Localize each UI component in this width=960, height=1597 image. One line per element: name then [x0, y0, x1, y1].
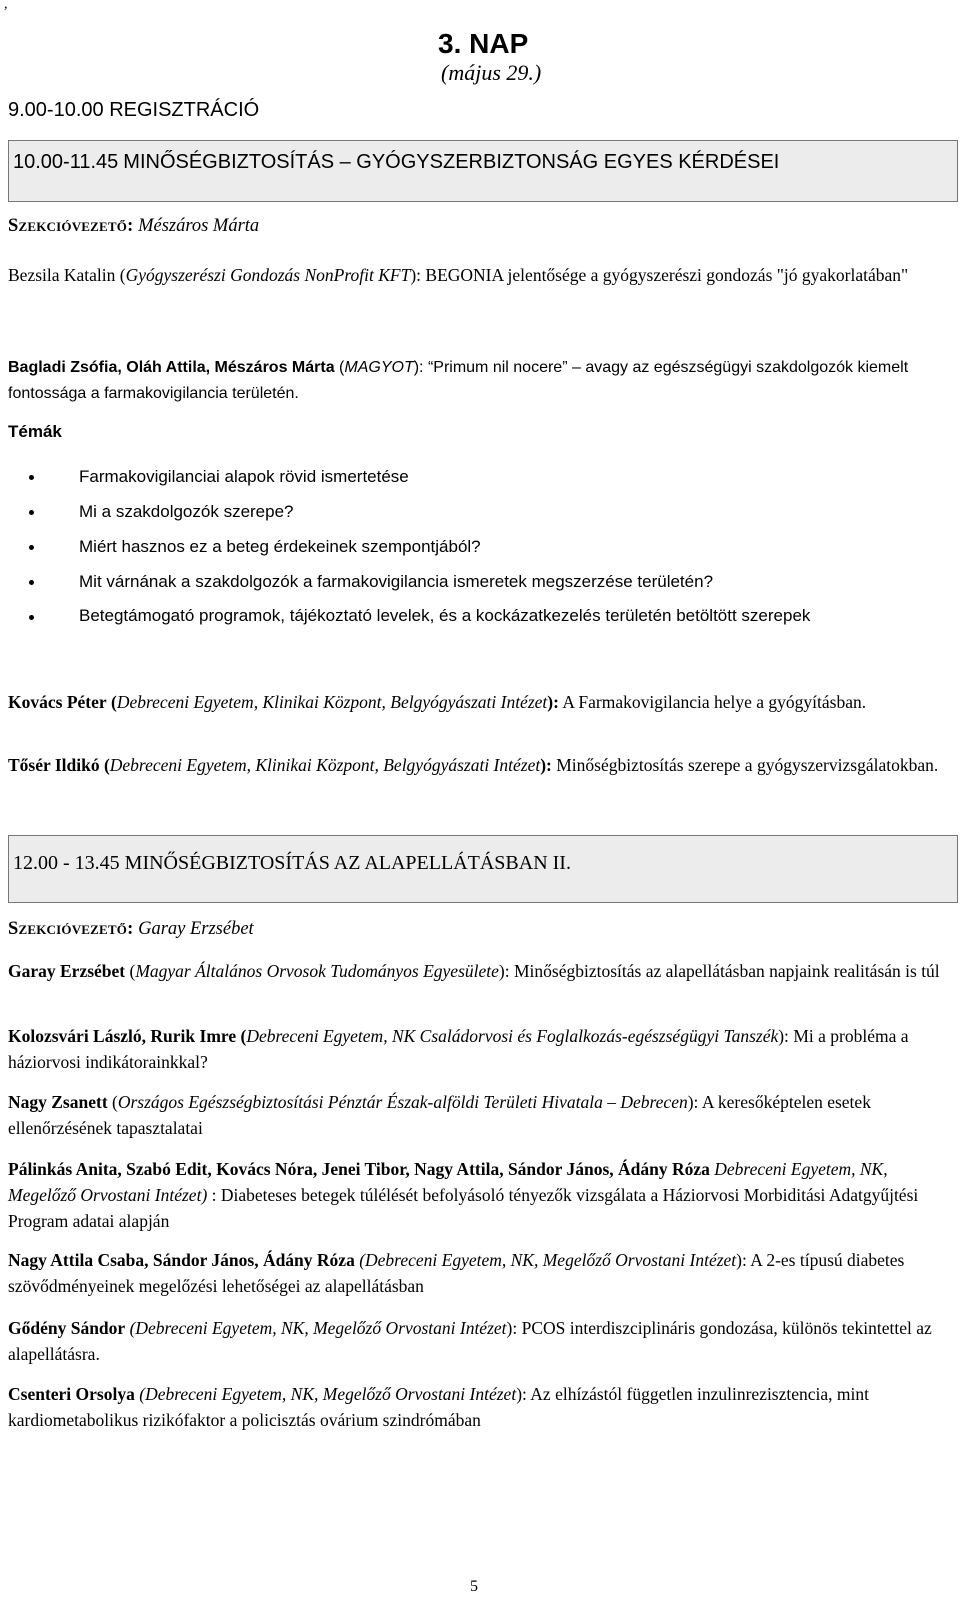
session-2-header: [8, 835, 958, 903]
talk-authors: Gődény Sándor: [8, 1318, 126, 1338]
talk-affiliation: Országos Egészségbiztosítási Pénztár Észak-alföldi Területi Hivatala – Debrecen: [117, 1092, 688, 1112]
list-item: Miért hasznos ez a beteg érdekeinek szempontjából?: [8, 534, 953, 560]
talk-authors: Bezsila Katalin: [8, 265, 116, 285]
talk-authors: Tősér Ildikó: [8, 755, 100, 775]
talk-entry: Garay Erzsébet (Magyar Általános Orvosok Tudományos Egyesülete): Minőségbiztosítás az alapellátásban napjaink realitásán is túl: [8, 961, 940, 981]
talk-title: A 2-es típusú diabetes szövődményeinek megelőzési lehetőségei az alapellátásban: [8, 1250, 905, 1296]
talk-title: Minőségbiztosítás az alapellátásban napjaink realitásán is túl: [513, 961, 940, 981]
talk-authors: Nagy Zsanett: [8, 1092, 108, 1112]
talk-affiliation: Debreceni Egyetem, Klinikai Központ, Belgyógyászati Intézet: [116, 692, 548, 712]
list-item: Mit várnának a szakdolgozók a farmakovigilancia ismeretek megszerzése területén?: [8, 569, 953, 595]
registration-line: 9.00-10.00 REGISZTRÁCIÓ: [8, 99, 260, 121]
talk-title: Diabeteses betegek túlélését befolyásoló tényezők vizsgálata a Háziorvosi Morbiditási Adatgyűjtési Program adatai alapján: [8, 1185, 919, 1231]
chair-label: Szekcióvezető:: [8, 216, 134, 236]
talk-authors: Kolozsvári László, Rurik Imre: [8, 1026, 237, 1046]
talk-entry: Kovács Péter (Debreceni Egyetem, Klinikai Központ, Belgyógyászati Intézet): A Farmakovigilancia helye a gyógyításban.: [8, 692, 867, 712]
page-number: 5: [470, 1578, 478, 1595]
talk-entry: Pálinkás Anita, Szabó Edit, Kovács Nóra, Jenei Tibor, Nagy Attila, Sándor János, Ádány Róza Debreceni Egyetem, NK, Megelőző Orvostani Intézet) : Diabeteses betegek túlélését befolyásoló tényezők vizsgálata a Háziorvosi Morbiditási Adatgyűjtési Program adatai alapján: [8, 1159, 919, 1231]
talk-authors: Kovács Péter: [8, 692, 107, 712]
session-1-title: MINŐSÉGBIZTOSÍTÁS – GYÓGYSZERBIZTONSÁG EGYES KÉRDÉSEI: [123, 151, 780, 173]
talk-authors: Bagladi Zsófia, Oláh Attila, Mészáros Márta: [8, 359, 335, 376]
talk-affiliation: Debreceni Egyetem, NK, Megelőző Orvostani Intézet: [135, 1318, 507, 1338]
talk-title: A Farmakovigilancia helye a gyógyításban.: [562, 692, 867, 712]
talk-affiliation: Debreceni Egyetem, NK, Megelőző Orvostani Intézet: [8, 1159, 888, 1205]
session-1-header: [8, 140, 958, 202]
talk-authors: Nagy Attila Csaba, Sándor János, Ádány Róza: [8, 1250, 355, 1270]
list-item: Farmakovigilanciai alapok rövid ismertetése: [8, 464, 953, 490]
talk-authors: Csenteri Orsolya: [8, 1384, 135, 1404]
talk-title: Az elhízástól független inzulinrezisztencia, mint kardiometabolikus rizikófaktor a policisztás ovárium szindrómában: [8, 1384, 869, 1430]
session-2-time: 12.00 - 13.45: [13, 852, 120, 874]
chair-name: Mészáros Márta: [138, 216, 260, 236]
talk-affiliation: MAGYOT: [344, 359, 414, 376]
day-date: (május 29.): [441, 60, 542, 85]
talk-affiliation: Debreceni Egyetem, NK, Megelőző Orvostani Intézet: [145, 1384, 517, 1404]
talk-title: Minőségbiztosítás szerepe a gyógyszervizsgálatokban.: [556, 755, 939, 775]
talk-entry: Gődény Sándor (Debreceni Egyetem, NK, Megelőző Orvostani Intézet): PCOS interdiszciplináris gondozása, különös tekintettel az alapellátásra.: [8, 1318, 932, 1364]
session-1-time: 10.00-11.45: [13, 151, 119, 173]
talk-entry: Nagy Zsanett (Országos Egészségbiztosítási Pénztár Észak-alföldi Területi Hivatala – Debrecen): A keresőképtelen esetek ellenőrzésének tapasztalatai: [8, 1092, 871, 1138]
list-item: Mi a szakdolgozók szerepe?: [8, 499, 953, 525]
talk-title: Mi a probléma a háziorvosi indikátorainkkal?: [8, 1026, 909, 1072]
topics-heading: Témák: [8, 422, 62, 441]
talk-affiliation: Debreceni Egyetem, Klinikai Központ, Belgyógyászati Intézet: [109, 755, 541, 775]
talk-affiliation: Debreceni Egyetem, NK Családorvosi és Foglalkozás-egészségügyi Tanszék: [246, 1026, 779, 1046]
talk-entry: Bagladi Zsófia, Oláh Attila, Mészáros Márta (MAGYOT): “Primum nil nocere” – avagy az egészségügyi szakdolgozók kiemelt fontossága a farmakovigilancia területén.: [8, 359, 909, 402]
talk-entry: Kolozsvári László, Rurik Imre (Debreceni Egyetem, NK Családorvosi és Foglalkozás-egészségügyi Tanszék): Mi a probléma a háziorvosi indikátorainkkal?: [8, 1026, 909, 1072]
talk-affiliation: Gyógyszerészi Gondozás NonProfit KFT: [125, 265, 411, 285]
session-2-chair: [8, 916, 254, 942]
chair-name: Garay Erzsébet: [138, 919, 254, 939]
talk-title: A keresőképtelen esetek ellenőrzésének tapasztalatai: [8, 1092, 871, 1138]
corner-mark: ,: [4, 0, 8, 12]
talk-authors: Garay Erzsébet: [8, 961, 126, 981]
talk-title: BEGONIA jelentősége a gyógyszerészi gondozás "jó gyakorlatában": [425, 265, 909, 285]
talk-affiliation: Debreceni Egyetem, NK, Megelőző Orvostani Intézet: [365, 1250, 737, 1270]
chair-label: Szekcióvezető:: [8, 919, 134, 939]
list-item: Betegtámogató programok, tájékoztató levelek, és a kockázatkezelés területén betöltött szerepek: [8, 604, 953, 628]
talk-entry: Tősér Ildikó (Debreceni Egyetem, Klinikai Központ, Belgyógyászati Intézet): Minőségbiztosítás szerepe a gyógyszervizsgálatokban.: [8, 755, 939, 775]
talk-title: PCOS interdiszciplináris gondozása, különös tekintettel az alapellátásra.: [8, 1318, 932, 1364]
talk-affiliation: Magyar Általános Orvosok Tudományos Egyesülete: [135, 961, 499, 981]
day-title: 3. NAP: [438, 28, 529, 59]
talk-entry: Csenteri Orsolya (Debreceni Egyetem, NK, Megelőző Orvostani Intézet): Az elhízástól független inzulinrezisztencia, mint kardiometabolikus rizikófaktor a policisztás ovárium szindrómában: [8, 1384, 869, 1430]
talk-title: “Primum nil nocere” – avagy az egészségügyi szakdolgozók kiemelt fontossága a farmakovigilancia területén.: [8, 359, 909, 402]
talk-entry: Bezsila Katalin (Gyógyszerészi Gondozás NonProfit KFT): BEGONIA jelentősége a gyógyszerészi gondozás "jó gyakorlatában": [8, 265, 909, 285]
talk-authors: Pálinkás Anita, Szabó Edit, Kovács Nóra, Jenei Tibor, Nagy Attila, Sándor János, Ádány Róza: [8, 1159, 710, 1179]
session-2-title: MINŐSÉGBIZTOSÍTÁS AZ ALAPELLÁTÁSBAN II.: [124, 852, 571, 874]
session-1-chair: [8, 213, 259, 239]
topics-list: [8, 464, 953, 637]
talk-entry: Nagy Attila Csaba, Sándor János, Ádány Róza (Debreceni Egyetem, NK, Megelőző Orvostani Intézet): A 2-es típusú diabetes szövődményeinek megelőzési lehetőségei az alapellátásban: [8, 1250, 905, 1296]
